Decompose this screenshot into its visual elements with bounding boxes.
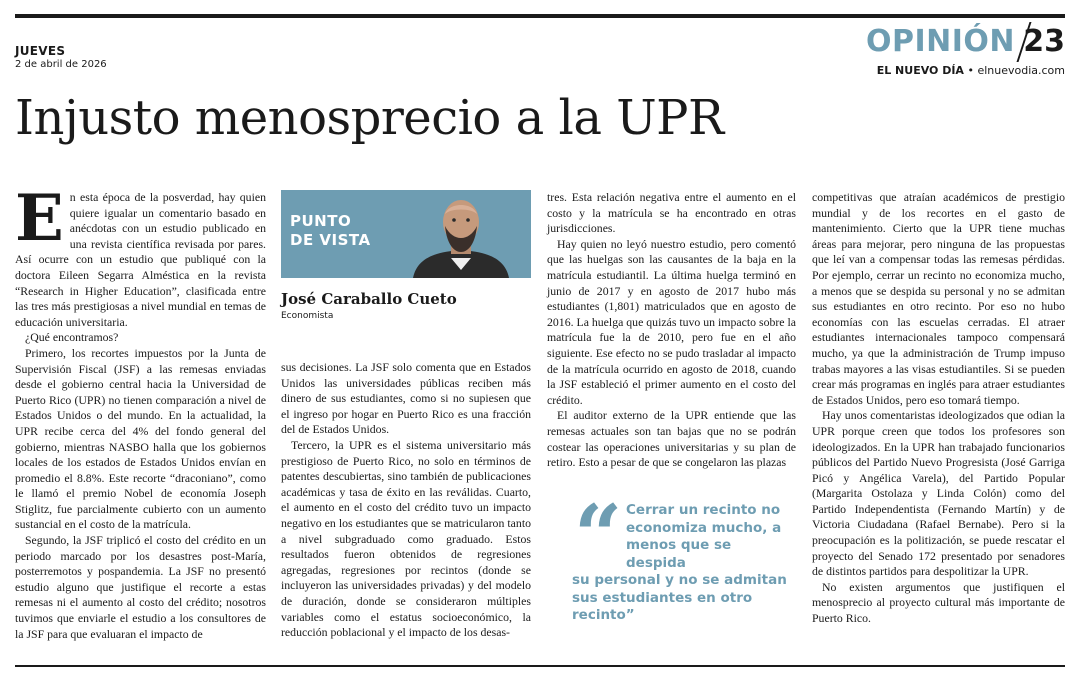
article-column-1 xyxy=(15,181,266,642)
paragraph: Tercero, la UPR es el sistema universitario más prestigioso de Puerto Rico, no solo en términos de patentes descubiertas, sino también de publicaciones académicas y tasa de éxito en las reválidas. Cuarto, el aumento en el costo del crédito tuvo un impacto negativo en los estudiantes que se matricularon tanto a nivel subgraduado como graduado. Estos resultados fueron obtenidos de regresiones agregadas, regresiones por recintos (donde se incluyeron las universidades privadas) y del modelo de duración, donde se consideraron múltiples variables como el estatus socioeconómico, la reducción poblacional y el impacto de los desas- xyxy=(281,437,531,640)
website-link[interactable]: elnuevodia.com xyxy=(977,64,1065,77)
author-box xyxy=(281,190,531,321)
paragraph xyxy=(15,181,266,330)
top-rule xyxy=(15,14,1065,18)
band-label-line-2: DE VISTA xyxy=(290,231,371,249)
article-column-2 xyxy=(281,360,531,641)
pull-quote-line: Cerrar un recinto no xyxy=(626,502,781,518)
author-name: José Caraballo Cueto xyxy=(281,290,457,308)
article-column-3 xyxy=(547,190,796,471)
drop-cap: E xyxy=(15,181,64,256)
dateline xyxy=(15,44,107,70)
newspaper-line xyxy=(877,64,1065,77)
headline: Injusto menosprecio a la UPR xyxy=(15,90,724,146)
paragraph: Hay unos comentaristas ideologizados que odian la UPR porque creen que todos los profesores son ideologizados. En la UPR han trabajado funcionarios públicos del Partido Nuevo Progresista (José Garriga Picó y Angélica Varela), del Partido Popular (Margarita Ostolaza y Linda Colón) como del Partido Independentista (Fernando Martín) y de Victoria Ciudadana (Rafael Bernabe). Pero si la preocupación es la politización, se puede rescatar el proyecto del Senado 172 presentado por senadores de distintos partidos para despolitizar la UPR. xyxy=(812,408,1065,579)
publication-date: 2 de abril de 2026 xyxy=(15,59,107,70)
pull-quote-line: su personal y no se admitan sus estudiantes en otro recinto” xyxy=(572,572,787,623)
bottom-rule xyxy=(15,665,1065,667)
newspaper-name: EL NUEVO DÍA xyxy=(876,64,964,77)
paragraph: sus decisiones. La JSF solo comenta que en Estados Unidos las universidades públicas reciben más dinero de sus estudiantes, como si no supiesen que el ingreso por hogar en Puerto Rico es una fracción del de Estados Unidos. xyxy=(281,360,531,437)
band-label xyxy=(290,212,371,250)
punto-de-vista-band xyxy=(281,190,531,278)
paragraph: El auditor externo de la UPR entiende que las remesas actuales son tan bajas que no se podrán costear las operaciones universitarias y su plan de retiro. Esto a pesar de que se congelaron las plazas xyxy=(547,408,796,470)
pull-quote-text xyxy=(572,502,794,625)
article-column-4 xyxy=(812,190,1065,627)
paragraph: ¿Qué encontramos? xyxy=(25,330,119,345)
pull-quote-line: menos que se despida xyxy=(626,537,732,571)
pull-quote-line: economiza mucho, a xyxy=(626,519,782,536)
paragraph-text: n esta época de la posverdad, hay quien quiere igualar un comentario basado en anécdotas con un estudio publicado en una revista científica revisada por pares. Así ocurre con un estudio que publiqué con la doctora Eileen Segarra Alméstica en la revista “Research in Higher Education”, clasificada entre las tres más prestigiosas a nivel mundial en temas de educación universitaria. xyxy=(15,190,266,329)
section-name: OPINIÓN xyxy=(865,24,1015,59)
bullet-separator: • xyxy=(967,64,974,77)
paragraph: Hay quien no leyó nuestro estudio, pero comentó que las huelgas son las causantes de la baja en la matrícula estudiantil. La última huelga terminó en junio de 2017 y en agosto de 2017 hubo más estudiantes (1,801) matriculados que en agosto de 2016. La huelga que quizás tuvo un impacto sobre la matrícula fue la de 2010, pero fue en el año siguiente. Ese efecto no se pudo trasladar al impacto de la matrícula ocurrido en agosto de 2018, cuando la JSF estableció el primer aumento en el costo del crédito. xyxy=(547,236,796,407)
author-portrait xyxy=(411,192,511,278)
page-number: 23 xyxy=(1023,24,1065,59)
section-masthead xyxy=(845,22,1065,82)
author-role: Economista xyxy=(281,311,334,321)
paragraph: competitivas que atraían académicos de prestigio mundial y de los recortes en el gasto de mantenimiento. Cierto que la UPR tiene muchas áreas para mejorar, pero ninguna de las propuestas que leí van a compensar todas las remesas pérdidas. Por ejemplo, cerrar un recinto no economiza mucho, a menos que se despida su personal y no se admitan sus estudiantes en otro recinto. Por eso no hubo economías con las escuelas cerradas. El atraer estudiantes internacionales tampoco compensará mucho, ya que la administración de Trump impuso trabas mayores a las visas estudiantiles. Si se pueden crear más programas en inglés para atraer estudiantes de Estados Unidos, pero eso tomará tiempo. xyxy=(812,190,1065,407)
paragraph: Segundo, la JSF triplicó el costo del crédito en un periodo marcado por los desastres post-María, posterremotos y pospandemia. La JSF no presentó estudio alguno que justifique el recorte a estas remesas ni el aumento al costo del crédito; nosotros tuvimos que enviarle el estudio a los consultores de la JSF para que evaluaran el impacto de xyxy=(15,533,266,641)
paragraph: No existen argumentos que justifiquen el menosprecio al proyecto cultural más importante de Puerto Rico. xyxy=(812,579,1065,626)
paragraph: Primero, los recortes impuestos por la Junta de Supervisión Fiscal (JSF) a las remesas enviadas desde el gobierno central hacia la Universidad de Puerto Rico (UPR) no tienen comparación a nivel de Estados Unidos o del mundo. En la actualidad, la UPR recibe cerca del 4% del fondo general del gobierno, mientras NASBO halla que los gobiernos locales de los estados de Estados Unidos envían en promedio el 8.8%. Este recorte “draconiano”, como le llamó el premio Nobel de economía Joseph Stiglitz, fue parcialmente cubierto con un aumento sustancial en el costo de la matrícula. xyxy=(15,345,266,532)
band-label-line-1: PUNTO xyxy=(290,212,352,230)
quote-mark-icon: “ xyxy=(574,486,623,585)
paragraph: tres. Esta relación negativa entre el aumento en el costo y la matrícula se ha encontrado en otras jurisdicciones. xyxy=(547,190,796,236)
weekday: JUEVES xyxy=(15,44,66,58)
